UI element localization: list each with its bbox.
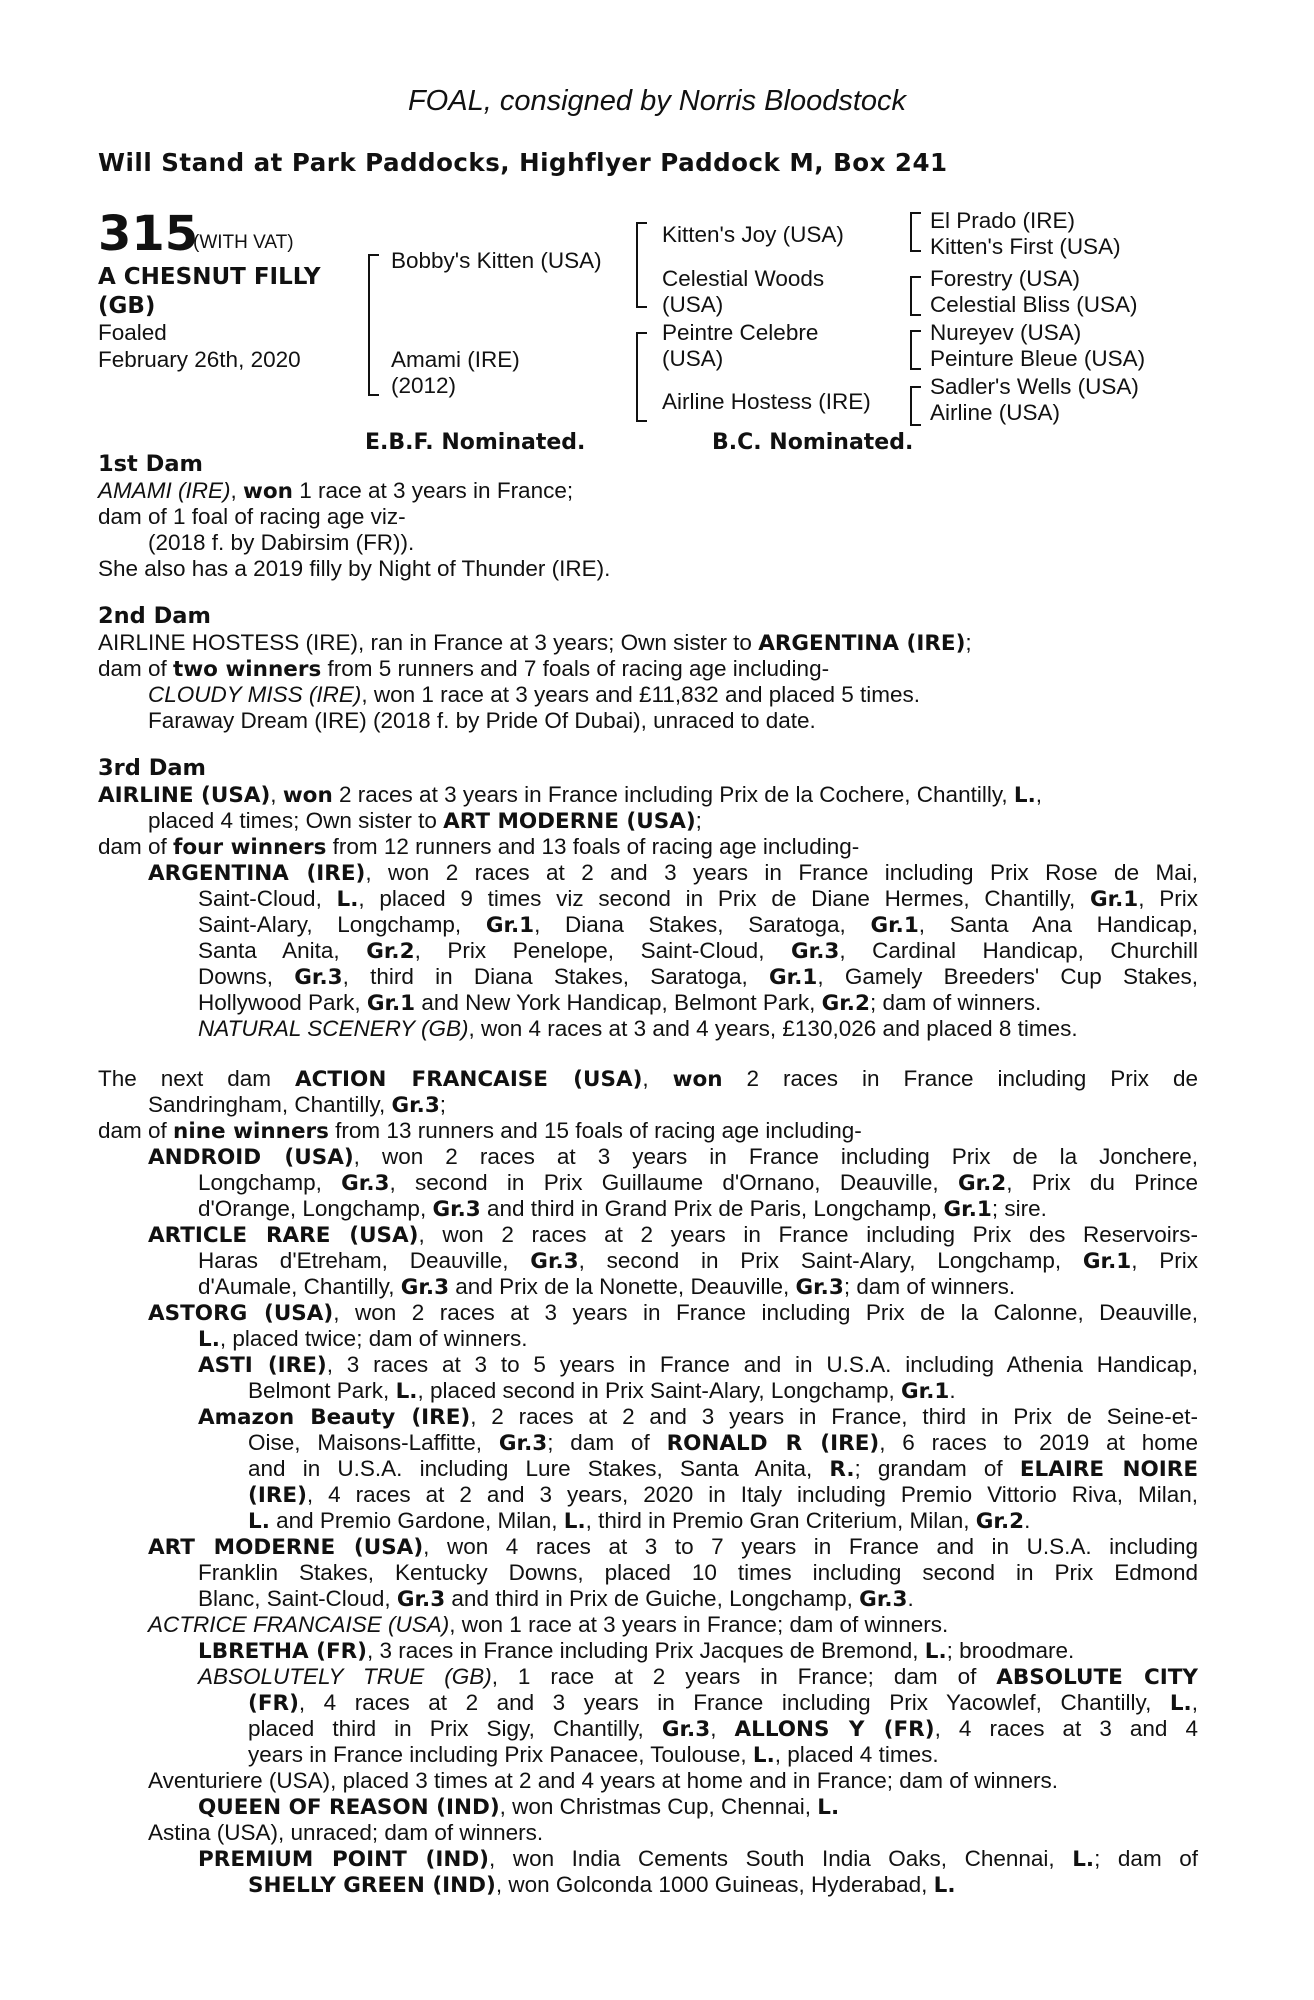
next-dam-line-24: [198, 1664, 1198, 1690]
next-dam-line-27: [248, 1742, 939, 1768]
vat-label: (WITH VAT): [193, 232, 294, 253]
horse-name: ELAIRE NOIRE: [1019, 1457, 1199, 1482]
pedigree-dd-sire: Sadler's Wells (USA): [930, 374, 1139, 399]
pedigree-brace-1: [368, 254, 379, 396]
pedigree-sd-sire: Forestry (USA): [930, 266, 1081, 291]
horse-name: Amazon Beauty (IRE): [198, 1405, 471, 1430]
grade: L.: [1072, 1847, 1095, 1872]
grade: Gr.3: [341, 1171, 390, 1196]
next-dam-line-8: [198, 1248, 1198, 1274]
second-dam-line-2: [98, 656, 829, 682]
third-dam-line-3: [98, 834, 859, 860]
won-text: won: [282, 783, 333, 808]
pedigree-dd-dam: Airline (USA): [930, 400, 1061, 425]
horse-name: CLOUDY MISS (IRE): [148, 682, 362, 707]
text: , won 4 races at 3 and 4 years, £130,026 and placed 8 times.: [468, 1016, 1078, 1041]
text: dam of: [98, 1118, 174, 1143]
grade: Gr.2: [975, 1509, 1025, 1534]
grade: Gr.1: [943, 1197, 992, 1222]
pedigree-brace-3a: [910, 212, 921, 252]
text: Santa Anita,: [198, 938, 367, 963]
third-dam-heading: 3rd Dam: [98, 755, 206, 781]
grade: Gr.3: [661, 1717, 711, 1742]
second-dam-line-1: [98, 630, 972, 656]
next-dam-line-17: [248, 1482, 1198, 1508]
text: Hollywood Park,: [198, 990, 367, 1015]
text: and third in Prix de Guiche, Longchamp,: [445, 1586, 860, 1611]
grade: Gr.3: [530, 1249, 579, 1274]
horse-name: ARGENTINA (IRE): [758, 631, 966, 656]
next-dam-line-23: [198, 1638, 1074, 1664]
ebf-nominated: E.B.F. Nominated.: [365, 430, 586, 455]
text: , Prix Penelope, Saint-Cloud,: [414, 938, 792, 963]
text: , placed twice; dam of winners.: [219, 1326, 528, 1351]
text: , Santa Ana Handicap,: [918, 912, 1198, 937]
text: ; dam of: [1094, 1846, 1199, 1871]
next-dam-line-3: [98, 1118, 862, 1144]
dam-name: AMAMI (IRE): [98, 478, 231, 503]
text: , 3 races at 3 to 5 years in France and in U.S.A. including Athenia Handicap,: [326, 1352, 1199, 1377]
text: ; broodmare.: [946, 1638, 1075, 1663]
third-dam-line-9: [198, 990, 1041, 1016]
text: ;: [695, 808, 702, 833]
next-dam-line-30: Astina (USA), unraced; dam of winners.: [148, 1820, 544, 1845]
text: Oise, Maisons-Laffitte,: [248, 1430, 499, 1455]
next-dam-line-13: [248, 1378, 956, 1404]
text: , 3 races in France including Prix Jacques de Bremond,: [367, 1638, 925, 1663]
horse-name: ABSOLUTELY TRUE (GB): [198, 1664, 492, 1689]
grade: L.: [198, 1327, 220, 1352]
winners-count: four winners: [173, 835, 327, 860]
grade: Gr.3: [294, 965, 343, 990]
pedigree-brace-3d: [910, 386, 921, 426]
grade: L.: [248, 1509, 270, 1534]
grade: Gr.1: [1089, 887, 1139, 912]
next-dam-line-22: [148, 1612, 948, 1637]
text: AIRLINE HOSTESS (IRE), ran in France at 3 years; Own sister to: [98, 630, 759, 655]
grade: Gr.2: [821, 991, 870, 1016]
next-dam-line-14: [198, 1404, 1198, 1430]
first-dam-line-1: AMAMI (IRE), won 1 race at 3 years in France;: [98, 478, 574, 504]
horse-name: ARTICLE RARE (USA): [148, 1223, 419, 1248]
sex-line-1: A CHESNUT FILLY: [98, 264, 321, 290]
third-dam-line-6: [198, 912, 1198, 938]
horse-name: ACTION FRANCAISE (USA): [294, 1067, 643, 1092]
winners-count: nine winners: [173, 1119, 329, 1144]
first-dam-line-3: (2018 f. by Dabirsim (FR)).: [148, 530, 415, 555]
text: dam of: [98, 656, 174, 681]
third-dam-line-1: [98, 782, 1042, 808]
first-dam-line-2: dam of 1 foal of racing age viz-: [98, 504, 406, 529]
grade: Gr.1: [1082, 1249, 1132, 1274]
text: , 2 races at 2 and 3 years in France, third in Prix de Seine-et-: [470, 1404, 1199, 1429]
next-dam-line-11: [198, 1326, 528, 1352]
horse-name: ARGENTINA (IRE): [148, 861, 366, 886]
stand-line: Will Stand at Park Paddocks, Highflyer Paddock M, Box 241: [98, 148, 948, 177]
grade: L.: [924, 1639, 947, 1664]
text: , won 4 races at 3 to 7 years in France and in U.S.A. including: [423, 1534, 1198, 1559]
next-dam-line-12: [198, 1352, 1198, 1378]
text: ; dam of winners.: [843, 1274, 1016, 1299]
text: , won Christmas Cup, Chennai,: [499, 1794, 818, 1819]
text: ; dam of winners.: [869, 990, 1042, 1015]
text: and Premio Gardone, Milan,: [269, 1508, 564, 1533]
text: Sandringham, Chantilly,: [148, 1092, 392, 1117]
horse-name: QUEEN OF REASON (IND): [198, 1795, 500, 1820]
grade: Gr.3: [795, 1275, 844, 1300]
winners-count: two winners: [173, 657, 322, 682]
text: , placed 9 times viz second in Prix de Diane Hermes, Chantilly,: [358, 886, 1090, 911]
next-dam-line-26: [248, 1716, 1198, 1742]
consigner-line: FOAL, consigned by Norris Bloodstock: [407, 85, 907, 117]
pedigree-sire-sire: Kitten's Joy (USA): [662, 222, 844, 247]
grade: Gr.2: [366, 939, 415, 964]
horse-name: ART MODERNE (USA): [443, 809, 696, 834]
grade: L.: [336, 887, 359, 912]
second-dam-line-3: [148, 682, 920, 707]
horse-name: (FR): [248, 1691, 299, 1716]
next-dam-line-15: [248, 1430, 1198, 1456]
first-dam-line-4: She also has a 2019 filly by Night of Thunder (IRE).: [98, 556, 611, 581]
next-dam-line-2: [148, 1092, 446, 1118]
pedigree-dam-2: (2012): [391, 373, 457, 398]
text: , Diana Stakes, Saratoga,: [534, 912, 871, 937]
pedigree-brace-2b: [636, 332, 647, 422]
next-dam-line-10: [148, 1300, 1198, 1326]
text: from 12 runners and 13 foals of racing age including-: [326, 834, 860, 859]
grade: L.: [395, 1379, 418, 1404]
horse-name: NATURAL SCENERY (GB): [198, 1016, 469, 1041]
horse-name: ART MODERNE (USA): [148, 1535, 424, 1560]
text: ,: [710, 1716, 735, 1741]
text: , 4 races at 3 and 4: [934, 1716, 1199, 1741]
text: and in U.S.A. including Lure Stakes, Santa Anita,: [248, 1456, 830, 1481]
pedigree-sd-dam: Celestial Bliss (USA): [930, 292, 1138, 317]
won-text: won: [672, 1067, 723, 1092]
text: Longchamp,: [198, 1170, 342, 1195]
third-dam-line-5: [198, 886, 1198, 912]
text: Belmont Park,: [248, 1378, 396, 1403]
text: 1 race at 3 years in France;: [292, 478, 574, 503]
second-dam-line-4: Faraway Dream (IRE) (2018 f. by Pride Of Dubai), unraced to date.: [148, 708, 816, 733]
grade: Gr.1: [366, 991, 416, 1016]
pedigree-ds-dam: Peinture Bleue (USA): [930, 346, 1146, 371]
horse-name: ABSOLUTE CITY: [996, 1665, 1199, 1690]
text: d'Aumale, Chantilly,: [198, 1274, 401, 1299]
next-dam-line-9: [198, 1274, 1015, 1300]
pedigree-dam-sire-1: Peintre Celebre: [662, 320, 819, 345]
text: ; dam of: [547, 1430, 667, 1455]
text: placed third in Prix Sigy, Chantilly,: [248, 1716, 662, 1741]
bc-nominated: B.C. Nominated.: [712, 430, 914, 455]
text: .: [907, 1586, 914, 1611]
grade: L.: [933, 1873, 956, 1898]
text: , second in Prix Saint-Alary, Longchamp,: [578, 1248, 1083, 1273]
foaled-date: February 26th, 2020: [98, 347, 301, 372]
text: Downs,: [198, 964, 295, 989]
text: Saint-Cloud,: [198, 886, 337, 911]
text: , 1 race at 2 years in France; dam of: [491, 1664, 997, 1689]
text: Saint-Alary, Longchamp,: [198, 912, 486, 937]
text: 2 races at 3 years in France including Prix de la Cochere, Chantilly,: [332, 782, 1014, 807]
text: 2 races in France including Prix de: [722, 1066, 1198, 1091]
text: , placed 4 times.: [774, 1742, 939, 1767]
text: , third in Diana Stakes, Saratoga,: [342, 964, 770, 989]
first-dam-heading: 1st Dam: [98, 451, 203, 477]
text: , Prix: [1131, 1248, 1198, 1273]
pedigree-brace-3b: [910, 276, 921, 316]
text: from 5 runners and 7 foals of racing age including-: [321, 656, 830, 681]
text: ;: [965, 630, 972, 655]
next-dam-line-1: [98, 1066, 1198, 1092]
text: , Gamely Breeders' Cup Stakes,: [817, 964, 1198, 989]
next-dam-line-6: [198, 1196, 1047, 1222]
grade: Gr.1: [485, 913, 535, 938]
pedigree-sire-dam-2: (USA): [662, 292, 724, 317]
third-dam-line-10: [198, 1016, 1078, 1041]
text: , won Golconda 1000 Guineas, Hyderabad,: [495, 1872, 934, 1897]
grade: L.: [752, 1743, 775, 1768]
pedigree-ds-sire: Nureyev (USA): [930, 320, 1082, 345]
next-dam-line-16: [248, 1456, 1198, 1482]
next-dam-line-7: [148, 1222, 1198, 1248]
horse-name: ASTI (IRE): [198, 1353, 327, 1378]
text: ,: [270, 782, 283, 807]
pedigree-dam-dam: Airline Hostess (IRE): [662, 389, 871, 414]
text: , second in Prix Guillaume d'Ornano, Deauville,: [389, 1170, 958, 1195]
pedigree-ss-sire: El Prado (IRE): [930, 208, 1076, 233]
grade: Gr.3: [498, 1431, 548, 1456]
grade: L.: [817, 1795, 840, 1820]
second-dam-heading: 2nd Dam: [98, 603, 211, 629]
horse-name: AIRLINE (USA): [98, 783, 271, 808]
grade: Gr.3: [432, 1197, 481, 1222]
text: ;: [439, 1092, 447, 1117]
text: ; grandam of: [854, 1456, 1020, 1481]
horse-name: SHELLY GREEN (IND): [248, 1873, 496, 1898]
grade: Gr.3: [791, 939, 840, 964]
text: , Prix: [1138, 886, 1198, 911]
text: ,: [1191, 1690, 1198, 1715]
next-dam-line-18: [248, 1508, 1030, 1534]
next-dam-line-19: [148, 1534, 1198, 1560]
text: , won 2 races at 3 years in France including Prix de la Jonchere,: [353, 1144, 1198, 1169]
sex-line-2: (GB): [98, 293, 156, 319]
text: , won 2 races at 3 years in France including Prix de la Calonne, Deauville,: [333, 1300, 1198, 1325]
text: , Cardinal Handicap, Churchill: [839, 938, 1198, 963]
grade: L.: [563, 1509, 586, 1534]
horse-name: LBRETHA (FR): [198, 1639, 368, 1664]
text: .: [1024, 1508, 1031, 1533]
grade: R.: [829, 1457, 855, 1482]
horse-name: ALLONS Y (FR): [734, 1717, 935, 1742]
text: ,: [642, 1066, 673, 1091]
next-dam-line-29: [198, 1794, 839, 1820]
text: ; sire.: [991, 1196, 1047, 1221]
next-dam-line-32: [248, 1872, 956, 1898]
third-dam-line-2: [148, 808, 702, 834]
text: , won 1 race at 3 years in France; dam of winners.: [449, 1612, 949, 1637]
grade: L.: [1169, 1691, 1192, 1716]
text: d'Orange, Longchamp,: [198, 1196, 433, 1221]
pedigree-brace-3c: [910, 330, 921, 370]
text: The next dam: [98, 1066, 295, 1091]
text: years in France including Prix Panacee, Toulouse,: [248, 1742, 753, 1767]
text: , 4 races at 2 and 3 years, 2020 in Italy including Premio Vittorio Riva, Milan,: [306, 1482, 1198, 1507]
grade: Gr.3: [396, 1587, 446, 1612]
won-text: won: [243, 479, 293, 504]
grade: Gr.1: [769, 965, 818, 990]
text: ,: [1035, 782, 1043, 807]
text: from 13 runners and 15 foals of racing age including-: [328, 1118, 862, 1143]
next-dam-line-31: [198, 1846, 1198, 1872]
horse-name: ASTORG (USA): [148, 1301, 334, 1326]
next-dam-line-28: Aventuriere (USA), placed 3 times at 2 and 4 years at home and in France; dam of winners.: [148, 1768, 1059, 1793]
text: and third in Grand Prix de Paris, Longchamp,: [480, 1196, 944, 1221]
text: , third in Premio Gran Criterium, Milan,: [585, 1508, 976, 1533]
third-dam-line-7: [198, 938, 1198, 964]
grade: Gr.1: [870, 913, 919, 938]
next-dam-line-21: [198, 1586, 914, 1612]
text: , 6 races to 2019 at home: [879, 1430, 1198, 1455]
text: , 4 races at 2 and 3 years in France including Prix Yacowlef, Chantilly,: [298, 1690, 1170, 1715]
text: , won 2 races at 2 and 3 years in France including Prix Rose de Mai,: [365, 860, 1198, 885]
horse-name: PREMIUM POINT (IND): [198, 1847, 490, 1872]
horse-name: (IRE): [248, 1483, 307, 1508]
text: , won 1 race at 3 years and £11,832 and placed 5 times.: [361, 682, 921, 707]
text: Blanc, Saint-Cloud,: [198, 1586, 397, 1611]
text: , placed second in Prix Saint-Alary, Longchamp,: [417, 1378, 902, 1403]
third-dam-line-4: [148, 860, 1198, 886]
grade: L.: [1013, 783, 1036, 808]
text: , won India Cements South India Oaks, Chennai,: [489, 1846, 1073, 1871]
pedigree-sire-dam-1: Celestial Woods: [662, 266, 825, 291]
horse-name: ACTRICE FRANCAISE (USA): [148, 1612, 450, 1637]
pedigree-sire: Bobby's Kitten (USA): [391, 248, 602, 273]
pedigree-dam-sire-2: (USA): [662, 346, 724, 371]
grade: Gr.3: [400, 1275, 450, 1300]
text: and New York Handicap, Belmont Park,: [415, 990, 822, 1015]
text: and Prix de la Nonette, Deauville,: [449, 1274, 796, 1299]
horse-name: ANDROID (USA): [148, 1145, 354, 1170]
pedigree-dam-1: Amami (IRE): [391, 347, 520, 372]
grade: Gr.1: [901, 1379, 950, 1404]
grade: Gr.2: [957, 1171, 1007, 1196]
text: Haras d'Etreham, Deauville,: [198, 1248, 531, 1273]
text: dam of: [98, 834, 174, 859]
lot-number: 315: [98, 206, 199, 262]
next-dam-line-20: Franklin Stakes, Kentucky Downs, placed 10 times including second in Prix Edmond: [198, 1560, 1198, 1585]
next-dam-line-25: [248, 1690, 1198, 1716]
next-dam-line-4: [148, 1144, 1198, 1170]
text: .: [949, 1378, 956, 1403]
grade: Gr.3: [391, 1093, 440, 1118]
text: , won 2 races at 2 years in France including Prix des Reservoirs-: [418, 1222, 1198, 1247]
third-dam-line-8: [198, 964, 1198, 990]
text: , Prix du Prince: [1006, 1170, 1198, 1195]
pedigree-ss-dam: Kitten's First (USA): [930, 234, 1121, 259]
next-dam-line-5: [198, 1170, 1198, 1196]
horse-name: RONALD R (IRE): [666, 1431, 880, 1456]
text: placed 4 times; Own sister to: [148, 808, 444, 833]
foaled-label: Foaled: [98, 320, 167, 345]
pedigree-brace-2a: [636, 222, 647, 308]
grade: Gr.3: [859, 1587, 908, 1612]
